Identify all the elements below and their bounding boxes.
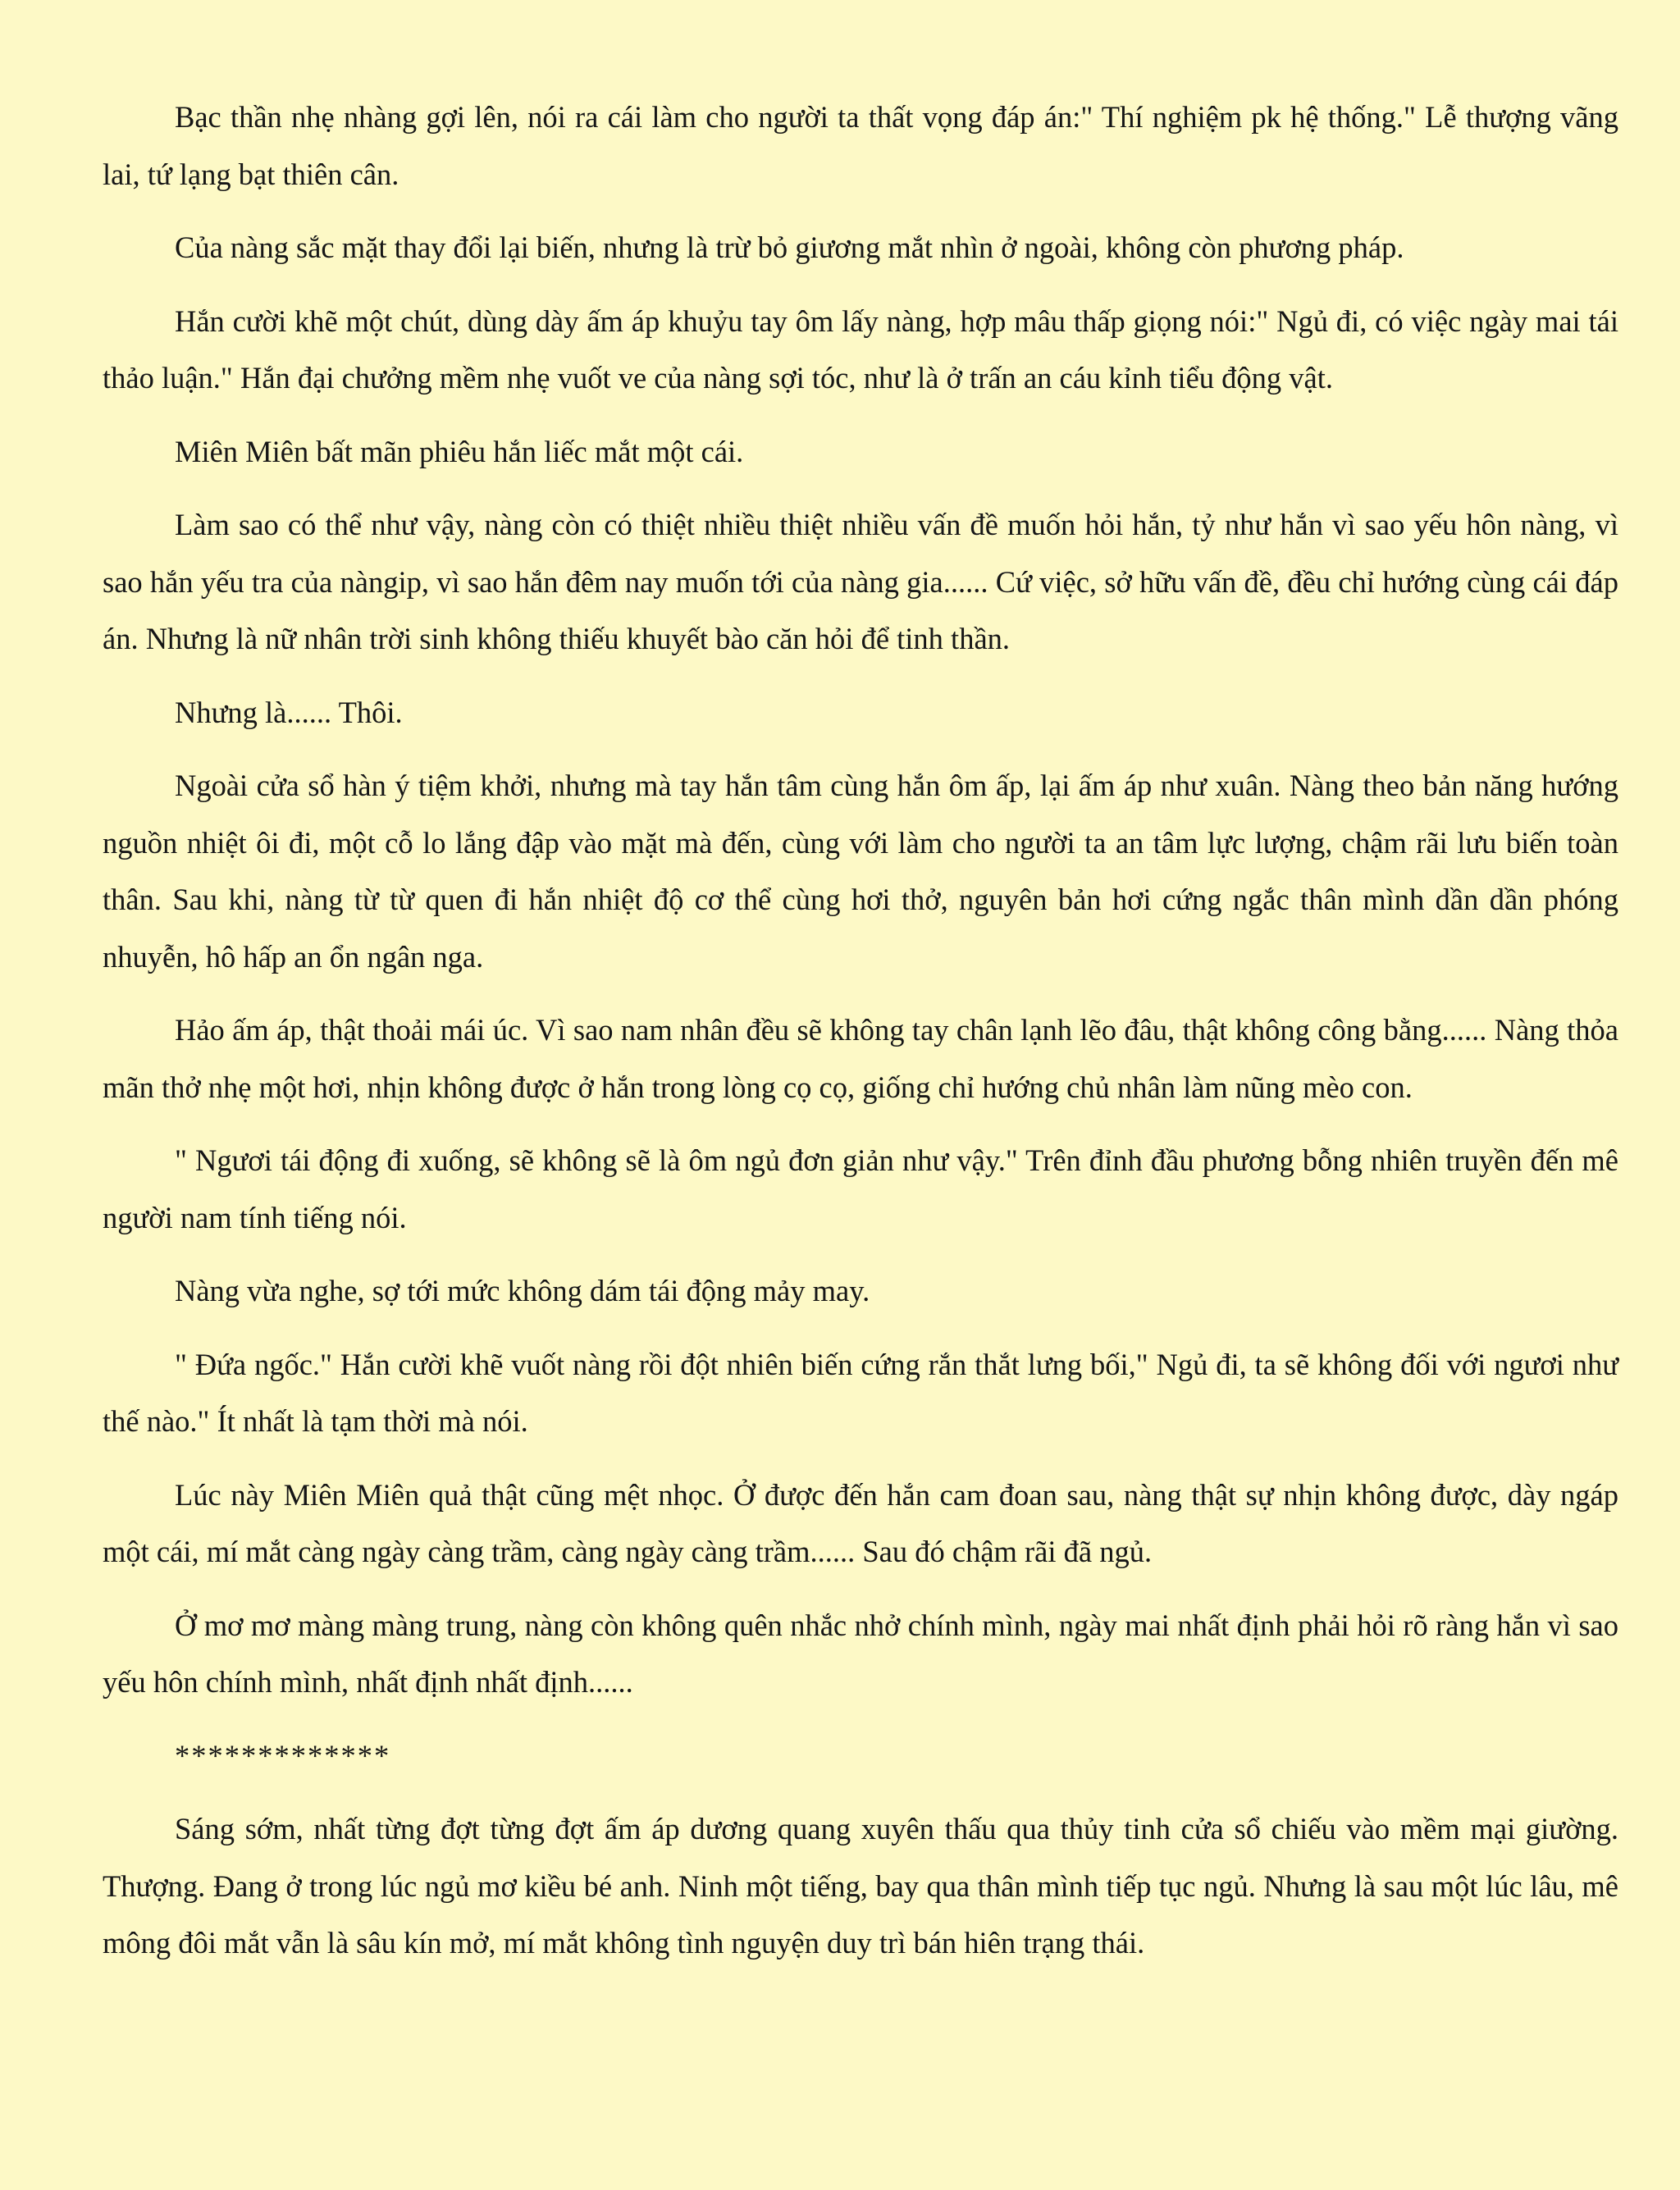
paragraph: Nhưng là...... Thôi. (175, 695, 403, 729)
paragraph: Nàng vừa nghe, sợ tới mức không dám tái động mảy may. (175, 1274, 870, 1307)
paragraph: Lúc này Miên Miên quả thật cũng mệt nhọc. Ở được đến hắn cam đoan sau, nàng thật sự nhịn không được, dày ngáp một cái, mí mắt càng ngày càng trầm, càng ngày càng trầm...... Sau đó chậm rãi đã ngủ. (103, 1477, 1618, 1568)
paragraph: Sáng sớm, nhất từng đợt từng đợt ấm áp dương quang xuyên thấu qua thủy tinh cửa sổ chiếu vào mềm mại giường. Thượng. Đang ở trong lúc ngủ mơ kiều bé anh. Ninh một tiếng, bay qua thân mình tiếp tục ngủ. Nhưng là sau một lúc lâu, mê mông đôi mắt vẫn là sâu kín mở, mí mắt không tình nguyện duy trì bán hiên trạng thái. (103, 1812, 1618, 1960)
paragraph: Bạc thần nhẹ nhàng gợi lên, nói ra cái làm cho người ta thất vọng đáp án:" Thí nghiệm pk hệ thống." Lễ thượng vãng lai, tứ lạng bạt thiên cân. (103, 100, 1618, 191)
paragraph: Ở mơ mơ màng màng trung, nàng còn không quên nhắc nhở chính mình, ngày mai nhất định phải hỏi rõ ràng hắn vì sao yếu hôn chính mình, nhất định nhất định...... (103, 1608, 1618, 1699)
paragraph: Hảo ấm áp, thật thoải mái úc. Vì sao nam nhân đều sẽ không tay chân lạnh lẽo đâu, thật không công bằng...... Nàng thỏa mãn thở nhẹ một hơi, nhịn không được ở hắn trong lòng cọ cọ, giống chỉ hướng chủ nhân làm nũng mèo con. (103, 1013, 1618, 1104)
paragraph: " Ngươi tái động đi xuống, sẽ không sẽ là ôm ngủ đơn giản như vậy." Trên đỉnh đầu phương bỗng nhiên truyền đến mê người nam tính tiếng nói. (103, 1143, 1618, 1234)
document-page (103, 89, 1618, 1988)
paragraph: " Đứa ngốc." Hắn cười khẽ vuốt nàng rồi đột nhiên biến cứng rắn thắt lưng bối," Ngủ đi, ta sẽ không đối với ngươi như thế nào." Ít nhất là tạm thời mà nói. (103, 1347, 1618, 1438)
paragraph: Miên Miên bất mãn phiêu hắn liếc mắt một cái. (175, 434, 744, 468)
paragraph: Ngoài cửa sổ hàn ý tiệm khởi, nhưng mà tay hắn tâm cùng hắn ôm ấp, lại ấm áp như xuân. Nàng theo bản năng hướng nguồn nhiệt ôi đi, một cỗ lo lắng đập vào mặt mà đến, cùng với làm cho người ta an tâm lực lượng, chậm rãi lưu biến toàn thân. Sau khi, nàng từ từ quen đi hắn nhiệt độ cơ thể cùng hơi thở, nguyên bản hơi cứng ngắc thân mình dần dần phóng nhuyễn, hô hấp an ổn ngân nga. (103, 769, 1618, 974)
paragraph: Hắn cười khẽ một chút, dùng dày ấm áp khuỷu tay ôm lấy nàng, hợp mâu thấp giọng nói:" Ngủ đi, có việc ngày mai tái thảo luận." Hắn đại chưởng mềm nhẹ vuốt ve của nàng sợi tóc, như là ở trấn an cáu kỉnh tiểu động vật. (103, 303, 1618, 395)
section-separator: ************* (175, 1738, 391, 1773)
paragraph: Của nàng sắc mặt thay đổi lại biến, nhưng là trừ bỏ giương mắt nhìn ở ngoài, không còn phương pháp. (175, 230, 1404, 264)
paragraph: Làm sao có thể như vậy, nàng còn có thiệt nhiều thiệt nhiều vấn đề muốn hỏi hắn, tỷ như hắn vì sao yếu hôn nàng, vì sao hắn yếu tra của nàngip, vì sao hắn đêm nay muốn tới của nàng gia...... Cứ việc, sở hữu vấn đề, đều chỉ hướng cùng cái đáp án. Nhưng là nữ nhân trời sinh không thiếu khuyết bào căn hỏi để tinh thần. (103, 508, 1618, 655)
